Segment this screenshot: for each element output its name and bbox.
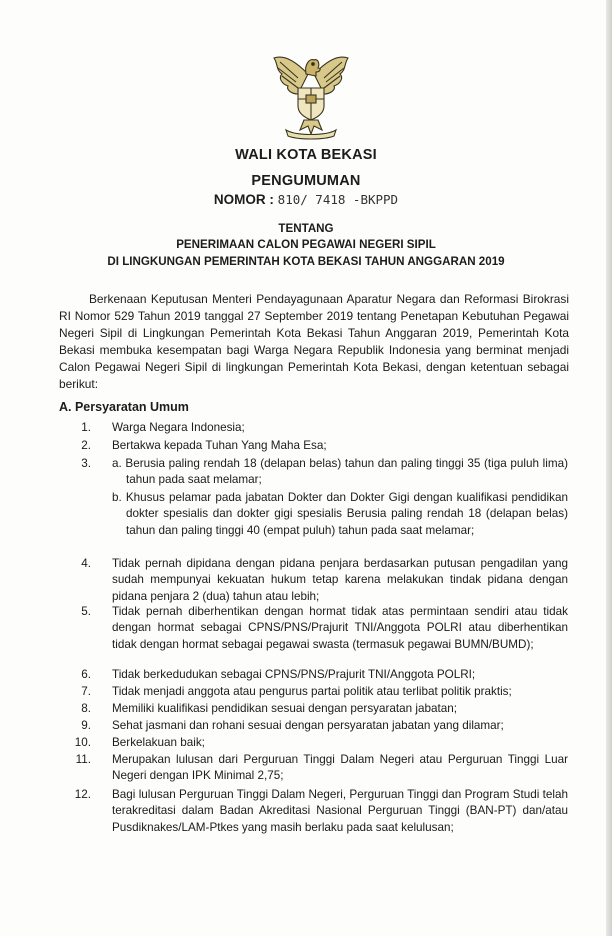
item-number: 11. [75,753,91,766]
garuda-emblem-icon [268,44,354,144]
intro-paragraph: Berkenaan Keputusan Menteri Pendayagunaan Aparatur Negara dan Reformasi Birokrasi RI Nomor 529 Tahun 2019 tanggal 27 September 2019 tentang Penetapan Kebutuhan Pegawai Negeri Sipil di Lingkungan Pemerintah Kota Bekasi Tahun Anggaran 2019, Pemerintah Kota Bekasi membuka kesempatan bagi Warga Negara Republik Indonesia yang berminat menjadi Calon Pegawai Negeri Sipil di lingkungan Pemerintah Kota Bekasi, dengan ketentuan sebagai berikut: [59,292,569,392]
list-item: a. Berusia paling rendah 18 (delapan belas) tahun dan paling tinggi 35 (tiga puluh lima) tahun pada saat melamar; [112,457,568,487]
item-number: 10. [74,736,91,749]
item-number: 12. [74,788,91,801]
item-number: 7. [81,685,91,698]
document-type: PENGUMUMAN [251,173,361,189]
list-item: Tidak berkedudukan sebagai CPNS/PNS/Prajurit TNI/Anggota POLRI; [112,668,476,681]
item-number: 6. [81,668,91,681]
subject-line-2: DI LINGKUNGAN PEMERINTAH KOTA BEKASI TAHUN ANGGARAN 2019 [107,255,505,268]
list-item: Tidak pernah dipidana dengan pidana penjara berdasarkan putusan pengadilan yang sudah mempunyai kekuatan hukum tetap karena melakukan tindak pidana dengan pidana penjara 2 (dua) tahun atau lebih; [112,557,568,603]
institution-title: WALI KOTA BEKASI [235,147,377,163]
list-item: Berkelakuan baik; [112,736,205,749]
list-item: Merupakan lulusan dari Perguruan Tinggi Dalam Negeri atau Perguruan Tinggi Luar Negeri dengan IPK Minimal 2,75; [112,753,568,783]
list-item: Bagi lulusan Perguruan Tinggi Dalam Negeri, Perguruan Tinggi dan Program Studi telah terakreditasi dalam Badan Akreditasi Nasional Perguruan Tinggi (BAN-PT) dan/atau Pusdiknakes/LAM-Ptkes yang masih berlaku pada saat kelulusan; [112,788,568,834]
number-label: NOMOR : [213,192,274,207]
item-number: 5. [81,605,91,618]
subject-line-1: PENERIMAAN CALON PEGAWAI NEGERI SIPIL [176,238,436,251]
list-item: Warga Negara Indonesia; [112,421,245,434]
about-heading: TENTANG [278,222,334,235]
list-item: Sehat jasmani dan rohani sesuai dengan persyaratan jabatan yang dilamar; [112,719,504,732]
list-item: Bertakwa kepada Tuhan Yang Maha Esa; [112,439,327,452]
list-item: Tidak menjadi anggota atau pengurus partai politik atau terlibat politik praktis; [112,685,512,698]
item-number: 3. [81,457,91,470]
section-a-title: A. Persyaratan Umum [59,400,189,414]
item-number: 8. [81,702,91,715]
document-number [0,192,612,208]
item-number: 1. [81,421,91,434]
item-number: 2. [81,439,91,452]
list-item: Memiliki kualifikasi pendidikan sesuai dengan persyaratan jabatan; [112,702,457,715]
page-edge [606,0,612,936]
item-number: 9. [81,719,91,732]
item-number: 4. [81,557,91,570]
list-item: b. Khusus pelamar pada jabatan Dokter dan Dokter Gigi dengan kualifikasi pendidikan dokter spesialis dan dokter gigi spesialis Berusia paling rendah 18 (delapan belas) tahun dan paling tinggi 40 (empat puluh) tahun pada saat melamar; [112,491,568,537]
number-value: 810/ 7418 -BKPPD [277,192,399,207]
list-item: Tidak pernah diberhentikan dengan hormat tidak atas permintaan sendiri atau tidak dengan hormat sebagai CPNS/PNS/Prajurit TNI/Anggota POLRI atau diberhentikan tidak dengan hormat sebagai pegawai swasta (termasuk pegawai BUMN/BUMD); [112,605,568,651]
